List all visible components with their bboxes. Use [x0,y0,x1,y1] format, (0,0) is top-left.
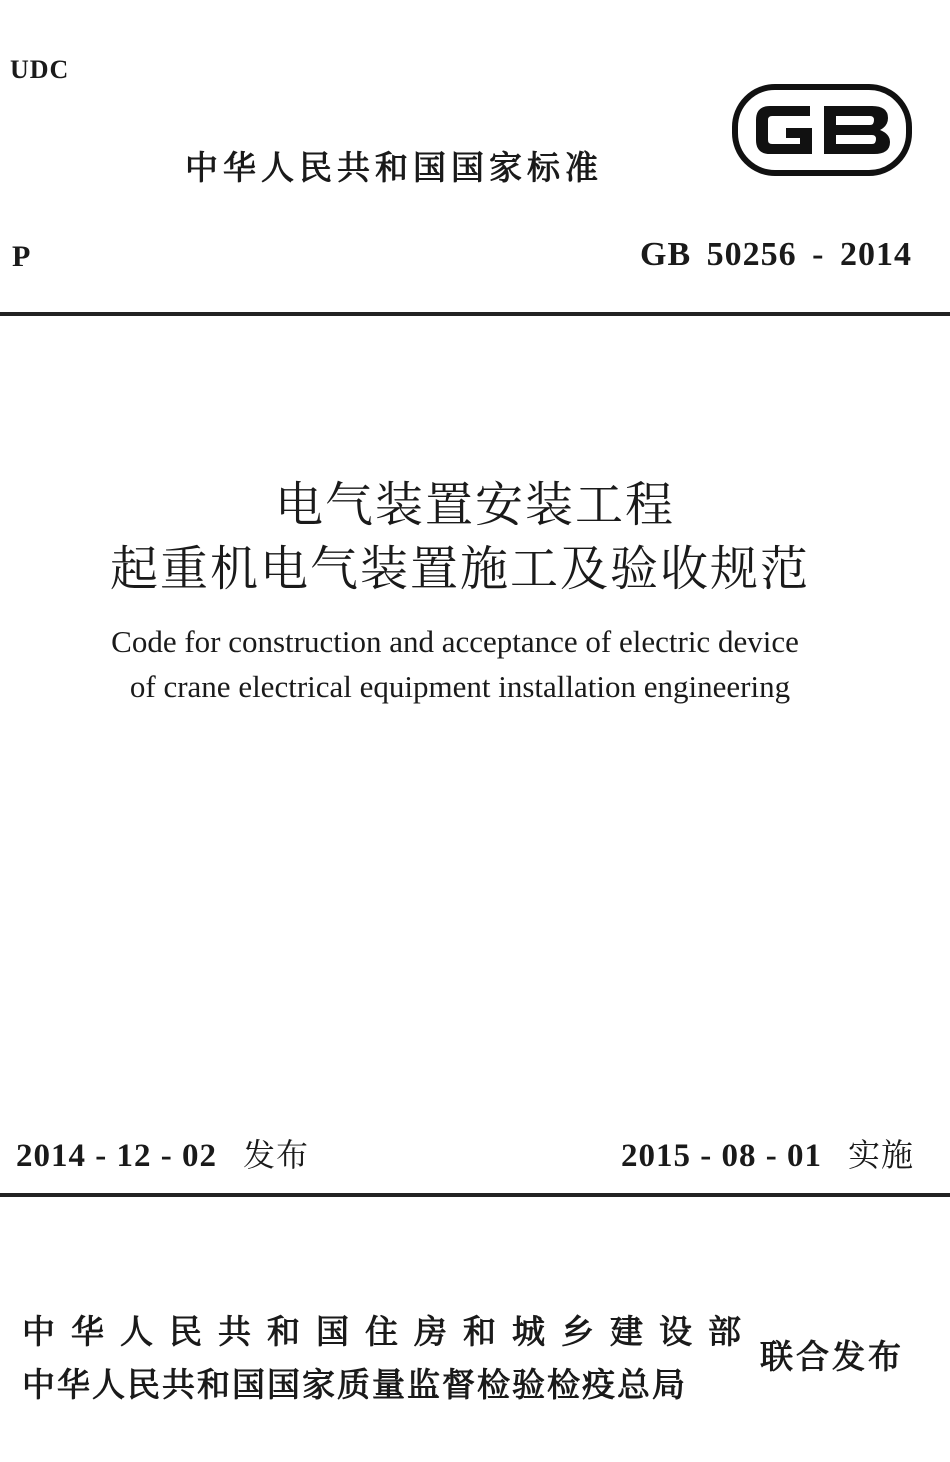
title-cn-line2: 起重机电气装置施工及验收规范 [109,541,810,597]
standard-number: GB 50256 - 2014 [640,236,912,273]
classification-code: P [12,240,31,273]
issue-date [16,1130,309,1176]
gb-logo [732,84,912,176]
implement-date [621,1130,914,1176]
title-en-line1: Code for construction and acceptance of electric device [111,624,799,659]
udc-label: UDC [10,55,70,84]
top-divider [0,312,950,316]
implement-label: 实施 [847,1136,914,1174]
publisher-line2: 中华人民共和国国家质量监督检验检疫总局 [22,1365,687,1404]
title-cn-line1: 电气装置安装工程 [274,477,675,533]
bottom-divider [0,1193,950,1197]
title-en-line2: of crane electrical equipment installation engineering [129,669,791,704]
implement-date-value: 2015 - 08 - 01 [621,1138,822,1174]
publisher-line1: 中华人民共和国住房和城乡建设部 [22,1312,757,1351]
issue-label: 发布 [242,1136,309,1174]
joint-publish-label: 联合发布 [760,1337,904,1376]
issue-date-value: 2014 - 12 - 02 [16,1138,217,1174]
standard-org-title: 中华人民共和国国家标准 [185,148,603,187]
